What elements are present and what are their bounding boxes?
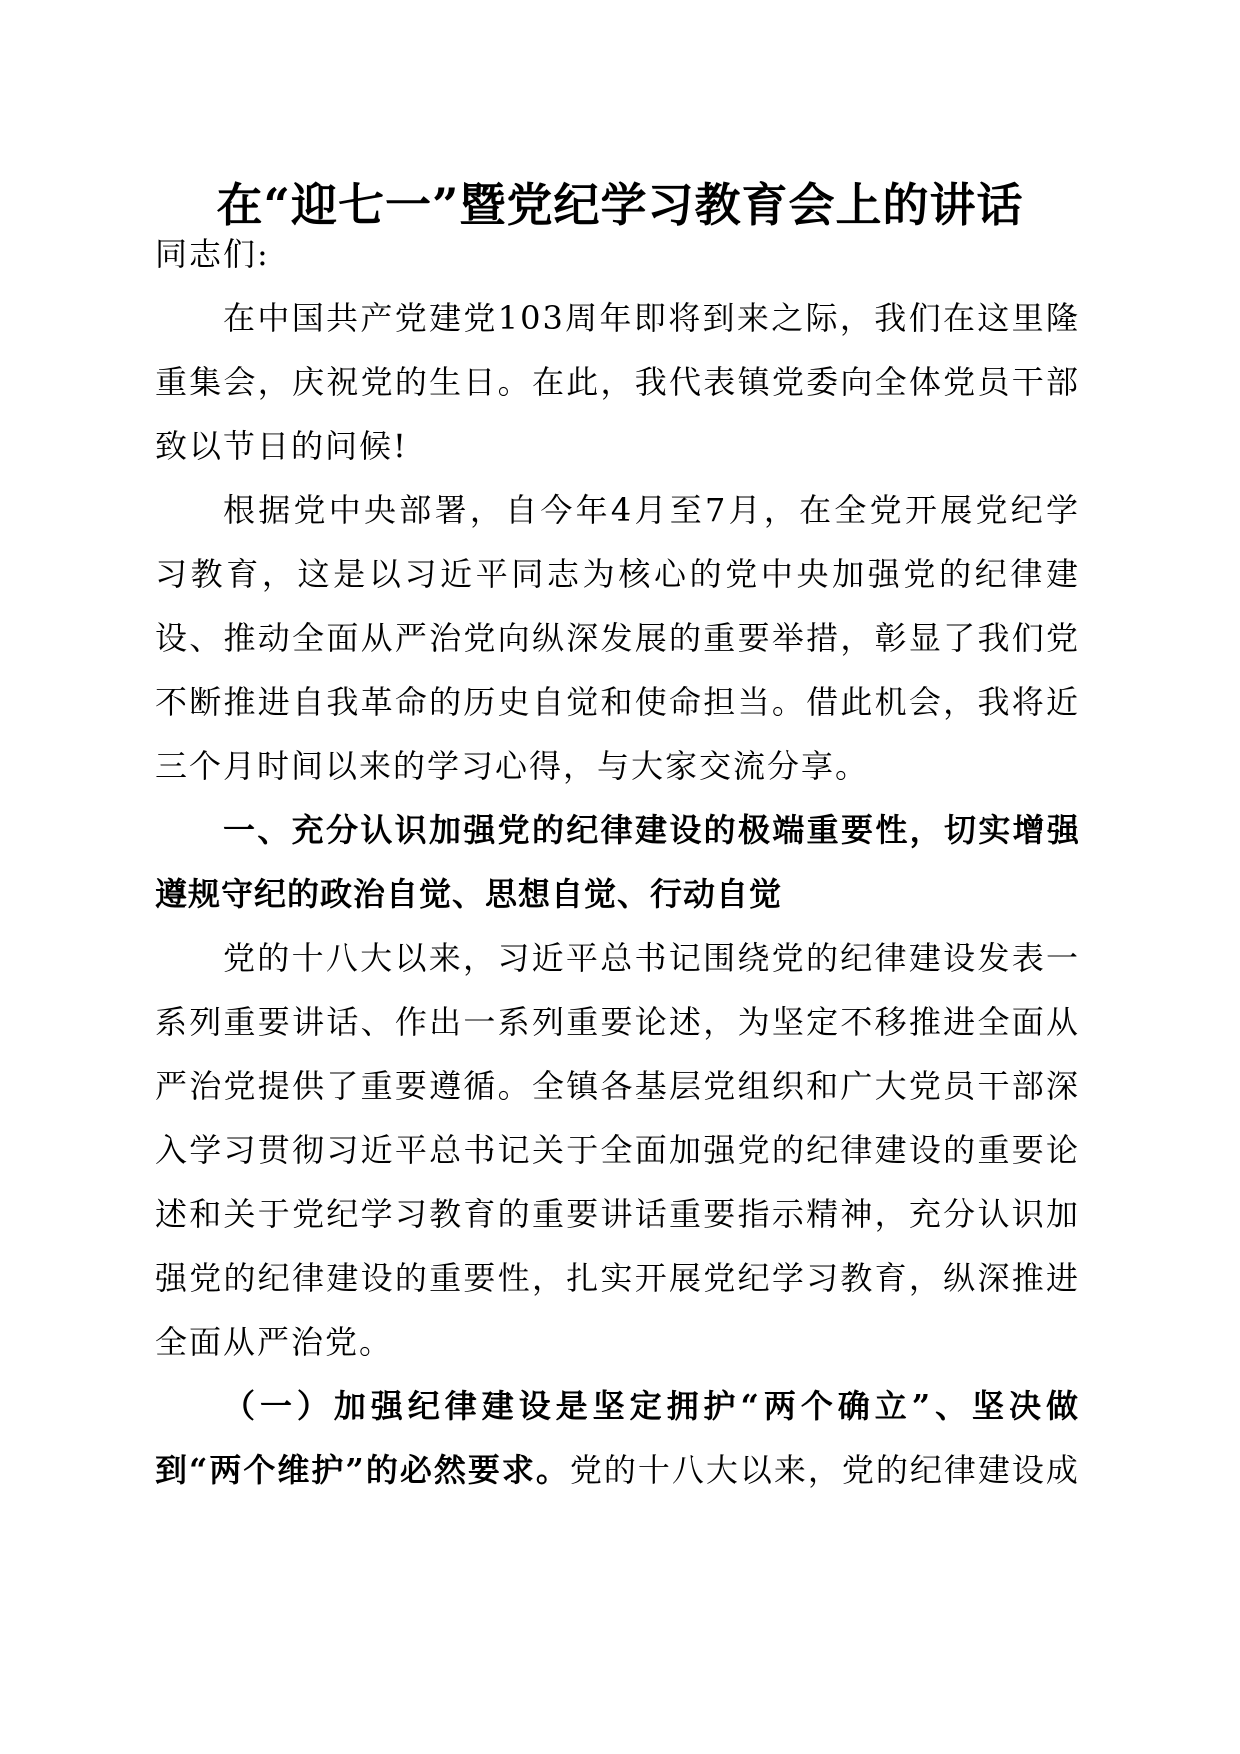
paragraph-background: 根据党中央部署，自今年4月至7月，在全党开展党纪学习教育，这是以习近平同志为核心的党中央加强党的纪律建设、推动全面从严治党向纵深发展的重要举措，彰显了我们党不断推进自我革命的历史自觉和使命担当。借此机会，我将近三个月时间以来的学习心得，与大家交流分享。 [155, 491, 1080, 785]
subsection-one-lead: （一）加强纪律建设是坚定拥护“两个确立”、坚决做到“两个维护”的必然要求。 [155, 1387, 1080, 1489]
document-body [155, 222, 1080, 1502]
paragraph-opening: 在中国共产党建党103周年即将到来之际，我们在这里隆重集会，庆祝党的生日。在此，我代表镇党委向全体党员干部致以节日的问候! [155, 299, 1080, 465]
subsection-one-paragraph [155, 1374, 1080, 1502]
section-one-paragraph: 党的十八大以来，习近平总书记围绕党的纪律建设发表一系列重要讲话、作出一系列重要论述，为坚定不移推进全面从严治党提供了重要遵循。全镇各基层党组织和广大党员干部深入学习贯彻习近平总书记关于全面加强党的纪律建设的重要论述和关于党纪学习教育的重要讲话重要指示精神，充分认识加强党的纪律建设的重要性，扎实开展党纪学习教育，纵深推进全面从严治党。 [155, 939, 1080, 1361]
salutation: 同志们: [155, 235, 270, 273]
section-one-heading: 一、充分认识加强党的纪律建设的极端重要性，切实增强遵规守纪的政治自觉、思想自觉、行动自觉 [155, 811, 1080, 913]
subsection-one-text: 党的十八大以来，党的纪律建设成 [569, 1451, 1080, 1489]
document-title: 在“迎七一”暨党纪学习教育会上的讲话 [216, 178, 1024, 232]
